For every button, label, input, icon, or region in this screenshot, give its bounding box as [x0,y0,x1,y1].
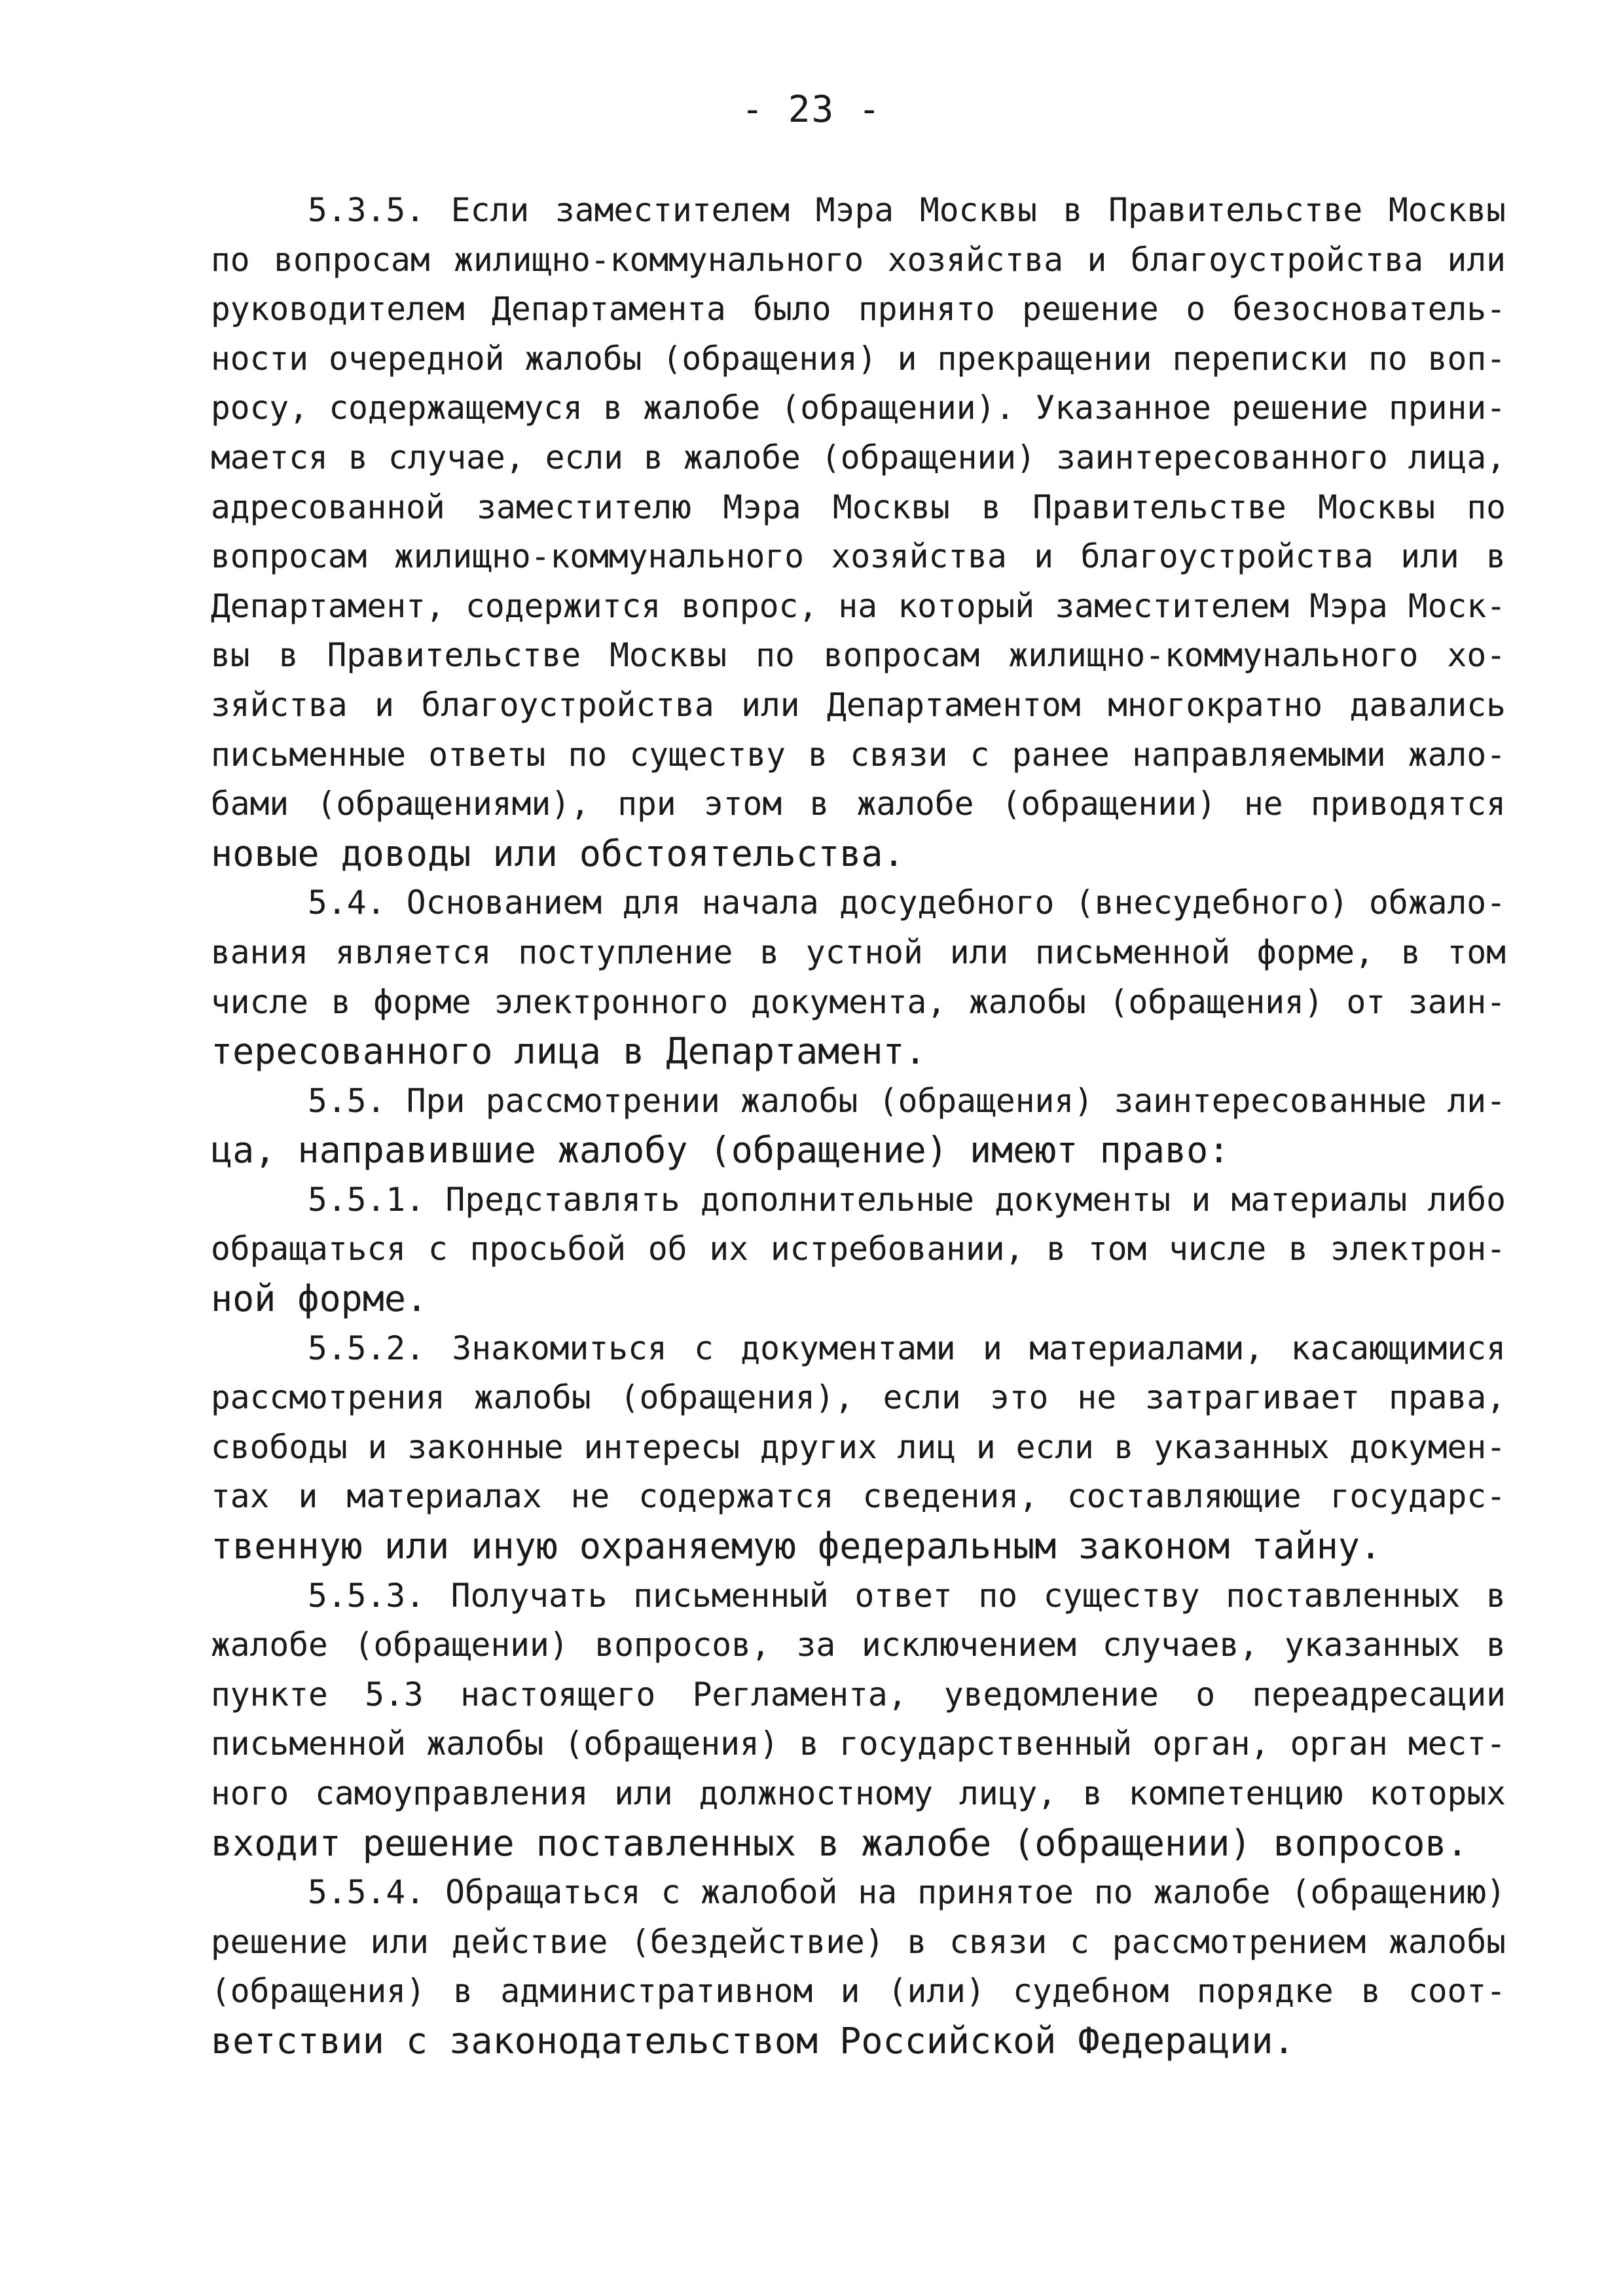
document-body [211,186,1506,2066]
text-line: ветствии с законодательством Российской Федерации. [211,2019,1295,2062]
text-line: письменной жалобы (обращения) в государственный орган, орган мест- [211,1725,1506,1763]
text-line: ного самоуправления или должностному лицу, в компетенцию которых [211,1774,1506,1812]
text-line: 5.3.5. Если заместителем Мэра Москвы в Правительстве Москвы [308,191,1506,229]
text-line: числе в форме электронного документа, жалобы (обращения) от заин- [211,982,1506,1021]
text-line: зяйства и благоустройства или Департаментом многократно давались [211,685,1506,724]
text-line: ности очередной жалобы (обращения) и прекращении переписки по воп- [211,339,1506,378]
text-line: вания является поступление в устной или письменной форме, в том [211,933,1506,971]
text-line: ца, направившие жалобу (обращение) имеют право: [211,1129,1230,1172]
text-line: (обращения) в административном и (или) судебном порядке в соот- [211,1972,1506,2011]
text-line: жалобе (обращении) вопросов, за исключением случаев, указанных в [211,1626,1506,1664]
text-line: новые доводы или обстоятельства. [211,832,905,874]
text-line: 5.5.2. Знакомиться с документами и материалами, касающимися [308,1329,1506,1367]
text-line: руководителем Департамента было принято решение о безоснователь- [211,290,1506,329]
text-line: бами (обращениями), при этом в жалобе (обращении) не приводятся [211,785,1506,823]
text-line: твенную или иную охраняемую федеральным законом тайну. [211,1525,1382,1568]
text-line: 5.5.1. Представлять дополнительные документы и материалы либо [308,1180,1506,1219]
text-line: письменные ответы по существу в связи с ранее направляемыми жало- [211,735,1506,774]
text-line: 5.5.3. Получать письменный ответ по существу поставленных в [308,1576,1506,1615]
page-number: - 23 - [741,88,882,131]
text-line: тересованного лица в Департамент. [211,1030,926,1073]
text-line: вы в Правительстве Москвы по вопросам жилищно-коммунального хо- [211,636,1506,675]
text-line: обращаться с просьбой об их истребовании, в том числе в электрон- [211,1230,1506,1268]
text-line: по вопросам жилищно-коммунального хозяйства и благоустройства или [211,240,1506,279]
text-line: росу, содержащемуся в жалобе (обращении). Указанное решение прини- [211,389,1506,427]
text-line: мается в случае, если в жалобе (обращении) заинтересованного лица, [211,438,1506,476]
text-line: адресованной заместителю Мэра Москвы в Правительстве Москвы по [211,488,1506,526]
text-line: тах и материалах не содержатся сведения, составляющие государс- [211,1477,1506,1516]
text-line: Департамент, содержится вопрос, на который заместителем Мэра Моск- [211,586,1506,625]
text-line: 5.4. Основанием для начала досудебного (внесудебного) обжало- [308,884,1506,922]
text-line: входит решение поставленных в жалобе (обращении) вопросов. [211,1821,1468,1864]
text-line: 5.5. При рассмотрении жалобы (обращения) заинтересованные ли- [308,1081,1506,1120]
text-line: ной форме. [211,1278,428,1320]
text-line: рассмотрения жалобы (обращения), если это не затрагивает права, [211,1378,1506,1417]
text-line: свободы и законные интересы других лиц и если в указанных докумен- [211,1427,1506,1466]
text-line: вопросам жилищно-коммунального хозяйства и благоустройства или в [211,537,1506,576]
text-line: 5.5.4. Обращаться с жалобой на принятое по жалобе (обращению) [308,1873,1506,1912]
text-line: пункте 5.3 настоящего Регламента, уведомление о переадресации [211,1675,1506,1713]
text-line: решение или действие (бездействие) в связи с рассмотрением жалобы [211,1922,1506,1961]
